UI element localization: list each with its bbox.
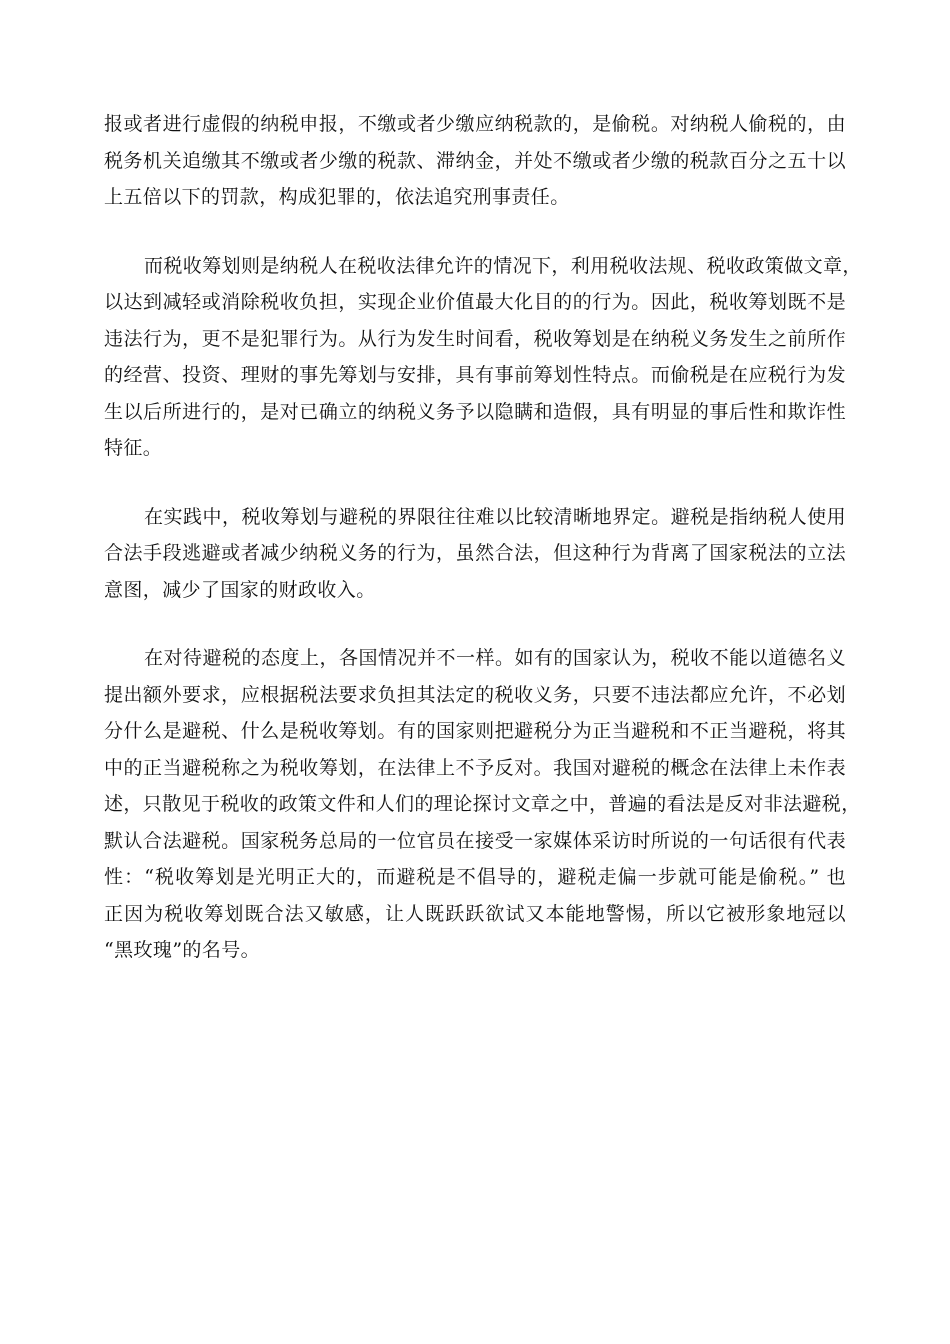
text-line: 在实践中，税收筹划与避税的界限往往难以比较清晰地界定。避税是指纳税人使用	[144, 505, 846, 528]
text-line: 的经营、投资、理财的事先筹划与安排，具有事前筹划性特点。而偷税是在应税行为发	[104, 364, 846, 386]
text-line: 税务机关追缴其不缴或者少缴的税款、滞纳金，并处不缴或者少缴的税款百分之五十以	[104, 149, 846, 172]
text-line: 以达到减轻或消除税收负担，实现企业价值最大化目的的行为。因此，税收筹划既不是	[104, 291, 846, 313]
text-line: 生以后所进行的，是对已确立的纳税义务予以隐瞒和造假，具有明显的事后性和欺诈性	[104, 400, 846, 423]
paragraph-tax-planning-definition	[104, 248, 862, 467]
text-line: “黑玫瑰”的名号。	[104, 939, 261, 961]
paragraph-attitude-to-avoidance	[104, 640, 861, 969]
text-line: 提出额外要求，应根据税法要求负担其法定的税收义务，只要不违法都应允许，不必划	[104, 683, 846, 706]
text-line: 正因为税收筹划既合法又敏感，让人既跃跃欲试又本能地警惕，所以它被形象地冠以	[104, 902, 846, 925]
paragraph-tax-avoidance-boundary	[104, 499, 846, 609]
text-line: 违法行为，更不是犯罪行为。从行为发生时间看，税收筹划是在纳税义务发生之前所作	[104, 327, 846, 350]
text-line: 报或者进行虚假的纳税申报，不缴或者少缴应纳税款的，是偷税。对纳税人偷税的，由	[104, 113, 846, 135]
text-line: 默认合法避税。国家税务总局的一位官员在接受一家媒体采访时所说的一句话很有代表	[104, 829, 846, 852]
text-line: 意图，减少了国家的财政收入。	[104, 578, 376, 601]
text-line: 上五倍以下的罚款，构成犯罪的，依法追究刑事责任。	[104, 186, 570, 208]
text-line: 而税收筹划则是纳税人在税收法律允许的情况下，利用税收法规、税收政策做文章，	[144, 254, 862, 277]
text-line: 性：“税收筹划是光明正大的，而避税是不倡导的，避税走偏一步就可能是偷税。” 也	[104, 866, 846, 888]
text-line: 特征。	[104, 437, 163, 459]
text-line: 合法手段逃避或者减少纳税义务的行为，虽然合法，但这种行为背离了国家税法的立法	[104, 542, 846, 564]
document-body	[104, 106, 862, 1001]
text-line: 分什么是避税、什么是税收筹划。有的国家则把避税分为正当避税和不正当避税，将其	[104, 720, 846, 742]
text-line: 述，只散见于税收的政策文件和人们的理论探讨文章之中，普遍的看法是反对非法避税，	[104, 793, 861, 815]
text-line: 在对待避税的态度上，各国情况并不一样。如有的国家认为，税收不能以道德名义	[144, 647, 846, 669]
text-line: 中的正当避税称之为税收筹划，在法律上不予反对。我国对避税的概念在法律上未作表	[104, 756, 846, 779]
paragraph-tax-evasion-definition	[104, 106, 846, 216]
